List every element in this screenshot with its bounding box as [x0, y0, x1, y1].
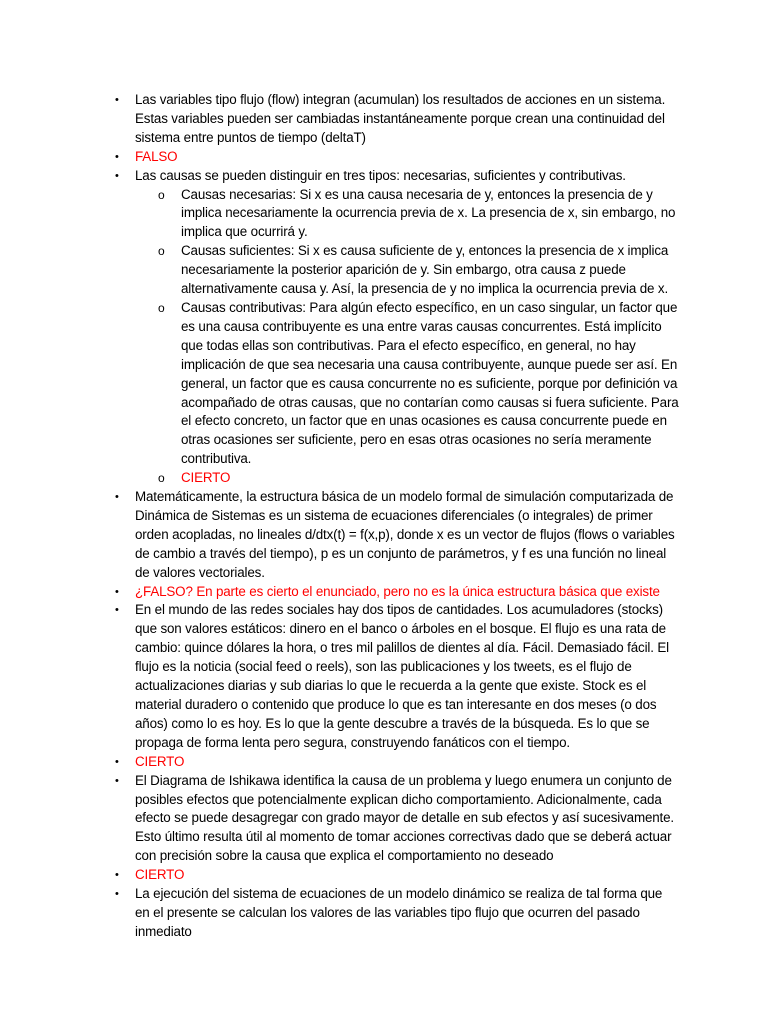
sub-statement-text: Causas necesarias: Si x es una causa necesaria de y, entonces la presencia de y implica necesariamente la ocurrencia previa de x. La presencia de x, sin embargo, no implica que ocurrirá y.	[181, 186, 676, 240]
answer-text: CIERTO	[135, 867, 185, 883]
answer-text: CIERTO	[135, 753, 185, 769]
circle-bullet-icon: o	[158, 471, 165, 486]
answer-text: FALSO	[135, 148, 178, 164]
answer-text: ¿FALSO? En parte es cierto el enunciado, pero no es la única estructura básica que existe	[135, 583, 660, 599]
list-item	[0, 488, 680, 583]
sub-statement-text: Causas suficientes: Si x es causa suficiente de y, entonces la presencia de x implica necesariamente la posterior aparición de y. Sin embargo, otra causa z puede alternativamente causa y. Así, la presencia de y no implica la ocurrencia previa de x.	[181, 243, 669, 297]
document-body	[0, 91, 768, 942]
sub-list-item	[0, 186, 680, 243]
sub-list-item	[0, 242, 680, 299]
list-item	[0, 583, 680, 602]
bullet-icon: •	[115, 150, 119, 163]
statement-text: La ejecución del sistema de ecuaciones de un modelo dinámico se realiza de tal forma que en el presente se calculan los valores de las variables tipo flujo que ocurren del pasado inmediato	[135, 886, 663, 939]
statement-text: Las variables tipo flujo (flow) integran (acumulan) los resultados de acciones en un sistema. Estas variables pueden ser cambiadas instantáneamente porque crean una continuidad del sistema entre puntos de tiempo (deltaT)	[135, 92, 666, 145]
bullet-icon: •	[115, 94, 119, 106]
statement-text: Matemáticamente, la estructura básica de un modelo formal de simulación computarizada de Dinámica de Sistemas es un sistema de ecuaciones diferenciales (o integrales) de primer orden acopladas, no lineales d/dtx(t) = f(x,p), donde x es un vector de flujos (flows o variables de cambio a través del tiempo), p es un conjunto de parámetros, y f es una función no lineal de valores vectoriales.	[135, 489, 675, 580]
bullet-icon: •	[115, 604, 119, 617]
list-item	[0, 885, 680, 942]
bullet-icon: •	[115, 585, 119, 598]
list-item	[0, 772, 680, 867]
bullet-icon: •	[115, 491, 119, 504]
statement-text: Las causas se pueden distinguir en tres tipos: necesarias, suficientes y contributivas.	[135, 167, 626, 183]
bullet-icon: •	[115, 169, 119, 182]
circle-bullet-icon: o	[158, 244, 165, 259]
answer-text: CIERTO	[181, 470, 231, 486]
bullet-icon: •	[115, 774, 119, 787]
bullet-icon: •	[115, 755, 119, 768]
list-item	[0, 753, 680, 772]
bullet-icon: •	[115, 869, 119, 882]
statement-text: En el mundo de las redes sociales hay dos tipos de cantidades. Los acumuladores (stocks) que son valores estáticos: dinero en el banco o árboles en el bosque. El flujo es una rata de cambio: quince dólares la hora, o tres mil palillos de dientes al día. Fácil. Demasiado fácil. El flujo es la noticia (social feed o reels), son las publicaciones y los tweets, es el flujo de actualizaciones diarias y sub diarias lo que le recuerda a la gente que existe. Stock es el material duradero o contenido que produce lo que es tan interesante en dos meses (o dos años) como lo es hoy. Es lo que la gente descubre a través de la búsqueda. Es lo que se propaga de forma lenta pero segura, construyendo fanáticos con el tiempo.	[135, 602, 669, 750]
list-item	[0, 601, 680, 752]
sub-statement-text: Causas contributivas: Para algún efecto específico, en un caso singular, un factor que es una causa contribuyente es una entre varas causas concurrentes. Está implícito que todas ellas son contributivas. Para el efecto específico, en general, no hay implicación de que sea necesaria una causa contribuyente, aunque puede ser así. En general, un factor que es causa concurrente no es suficiente, porque por definición va acompañado de otras causas, que no contarían como causas si fuera suficiente. Para el efecto concreto, un factor que en unas ocasiones es causa concurrente puede en otras ocasiones ser suficiente, pero en esas otras ocasiones no sería meramente contributiva.	[181, 299, 679, 467]
sub-list-item	[0, 299, 680, 469]
list-item	[0, 167, 680, 186]
list-item	[0, 91, 680, 148]
statement-text: El Diagrama de Ishikawa identifica la causa de un problema y luego enumera un conjunto de posibles efectos que potencialmente explican dicho comportamiento. Adicionalmente, cada efecto se puede desagregar con grado mayor de detalle en sub efectos y así sucesivamente. Esto último resulta útil al momento de tomar acciones correctivas dado que se deberá actuar con precisión sobre la causa que explica el comportamiento no deseado	[135, 772, 674, 864]
circle-bullet-icon: o	[158, 300, 165, 315]
list-item	[0, 148, 680, 167]
bullet-icon: •	[115, 888, 119, 901]
list-item	[0, 866, 680, 885]
sub-list-item	[0, 469, 680, 488]
circle-bullet-icon: o	[158, 187, 165, 202]
